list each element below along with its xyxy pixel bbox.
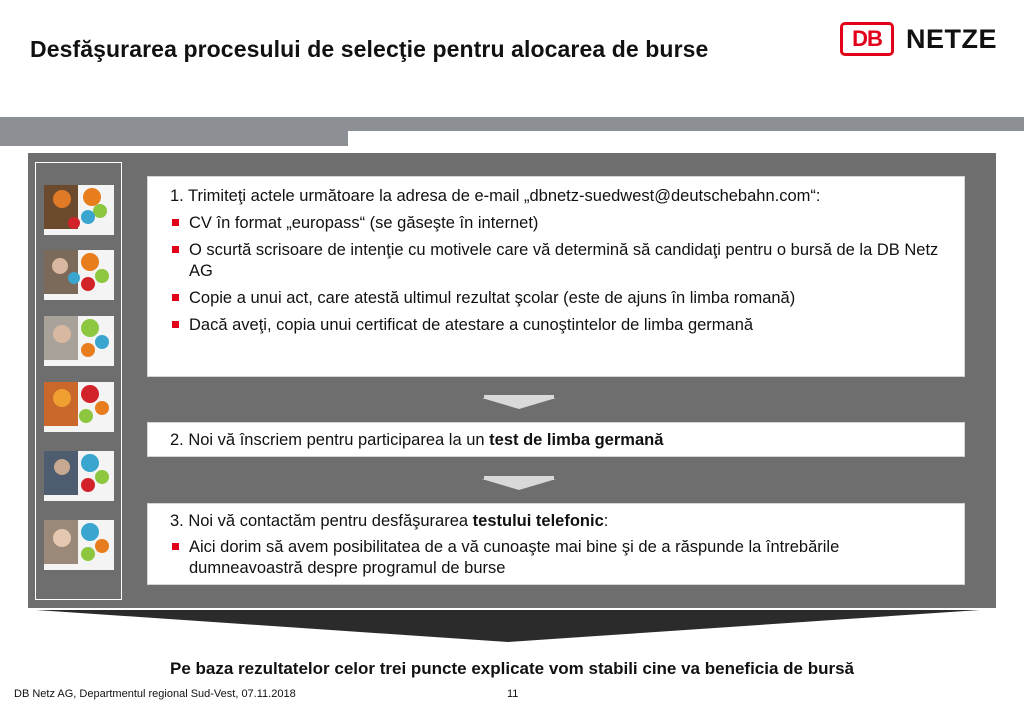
page-title: Desfăşurarea procesului de selecţie pentru alocarea de burse <box>30 36 709 62</box>
header-band-tab <box>0 131 348 146</box>
netze-wordmark: NETZE <box>906 23 998 54</box>
bullet-square-icon <box>172 294 179 301</box>
list-item: Dacă aveţi, copia unui certificat de atestare a cunoştintelor de limba germană <box>170 315 950 336</box>
down-arrow-icon <box>482 398 556 409</box>
step-2-box <box>147 422 965 457</box>
db-logo-mark: DB <box>840 22 894 56</box>
summary-arrow-icon <box>36 610 980 642</box>
step-3-box: 3. Noi vă contactăm pentru desfăşurarea testului telefonic: Aici dorim să avem posibilitatea de a vă cunoaşte mai bine şi de a răspunde la întrebările dumneavoastră despre programul de burse <box>147 503 965 585</box>
step-2-text: 2. Noi vă înscriem pentru participarea la un <box>170 431 490 449</box>
bullet-square-icon <box>172 246 179 253</box>
photo-thumbnail <box>44 185 114 235</box>
step-1-box <box>147 176 965 377</box>
footer-text: DB Netz AG, Departmentul regional Sud-Vest, 07.11.2018 <box>14 688 296 700</box>
down-arrow-icon <box>482 479 556 490</box>
step-3-text: 3. Noi vă contactăm pentru desfăşurarea <box>170 512 473 530</box>
page-number: 11 <box>507 688 519 700</box>
photo-thumbnail <box>44 316 114 366</box>
photo-thumbnail <box>44 451 114 501</box>
list-item: CV în format „europass“ (se găseşte în internet) <box>170 213 950 234</box>
photo-thumbnail <box>44 520 114 570</box>
db-netze-logo <box>840 19 997 59</box>
header-band <box>0 117 1024 131</box>
step-2-emphasis: test de limba germană <box>489 431 664 449</box>
bullet-square-icon <box>172 219 179 226</box>
list-item: Aici dorim să avem posibilitatea de a vă cunoaşte mai bine şi de a răspunde la întrebările dumneavoastră despre programul de burse <box>170 537 950 579</box>
step-3-emphasis: testului telefonic <box>472 512 604 530</box>
conclusion-text: Pe baza rezultatelor celor trei puncte explicate vom stabili cine va beneficia de bursă <box>169 659 855 678</box>
bullet-square-icon <box>172 543 179 550</box>
bullet-square-icon <box>172 321 179 328</box>
step-1-lead: 1. Trimiteţi actele următoare la adresa de e-mail „dbnetz-suedwest@deutschebahn.com“: <box>170 187 821 205</box>
list-item: Copie a unui act, care atestă ultimul rezultat şcolar (este de ajuns în limba romană) <box>170 288 950 309</box>
list-item: O scurtă scrisoare de intenţie cu motivele care vă determină să candidaţi pentru o bursă de la DB Netz AG <box>170 240 950 282</box>
photo-thumbnail <box>44 382 114 432</box>
photo-thumbnail <box>44 250 114 300</box>
